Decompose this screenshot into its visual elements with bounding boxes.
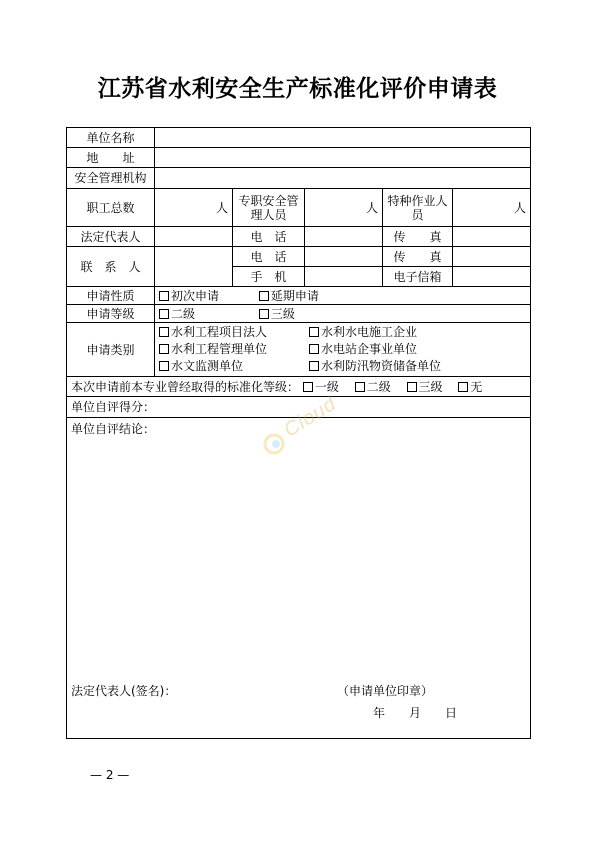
fulltime-safety-label: 专职安全管理人员 (233, 189, 305, 227)
checkbox-icon[interactable] (458, 382, 468, 392)
unit-name-label: 单位名称 (67, 128, 155, 148)
fulltime-safety-field[interactable]: 人 (305, 189, 383, 227)
self-score-label: 单位自评得分： (71, 400, 156, 414)
legal-rep-phone-field[interactable] (305, 227, 383, 247)
checkbox-icon[interactable] (309, 361, 319, 371)
self-conclusion-label: 单位自评结论： (71, 422, 156, 436)
special-ops-label: 特种作业人 员 (383, 189, 453, 227)
seal-label: （申请单位印章） (337, 684, 434, 698)
prior-option[interactable]: 二级 (355, 380, 391, 394)
category-option[interactable]: 水利工程管理单位 (159, 341, 309, 358)
checkbox-icon[interactable] (159, 327, 169, 337)
checkbox-icon[interactable] (407, 382, 417, 392)
category-option[interactable]: 水利防汛物资储备单位 (309, 359, 441, 373)
contact-phone-label: 电 话 (233, 247, 305, 267)
contact-fax-field[interactable] (453, 247, 531, 267)
page-title: 江苏省水利安全生产标准化评价申请表 (97, 76, 498, 102)
apply-category-label: 申请类别 (67, 323, 155, 377)
checkbox-icon[interactable] (159, 291, 169, 301)
checkbox-icon[interactable] (159, 361, 169, 371)
prior-option[interactable]: 三级 (407, 380, 443, 394)
checkbox-icon[interactable] (309, 344, 319, 354)
category-option[interactable]: 水利水电施工企业 (309, 325, 417, 339)
self-conclusion-cell[interactable] (67, 418, 531, 739)
legal-rep-label: 法定代表人 (67, 227, 155, 247)
nature-option-extension[interactable]: 延期申请 (259, 289, 319, 303)
legal-rep-phone-label: 电 话 (233, 227, 305, 247)
checkbox-icon[interactable] (159, 309, 169, 319)
watermark-text: Cloud (280, 392, 341, 442)
category-option[interactable]: 水利工程项目法人 (159, 324, 309, 341)
staff-total-field[interactable]: 人 (155, 189, 233, 227)
cloud-watermark-icon (262, 378, 358, 458)
address-label: 地 址 (67, 148, 155, 168)
prior-grade-label: 本次申请前本专业曾经取得的标准化等级： (71, 379, 300, 394)
contact-label: 联 系 人 (67, 247, 155, 287)
safety-org-label: 安全管理机构 (67, 168, 155, 189)
legal-rep-field[interactable] (155, 227, 233, 247)
prior-option[interactable]: 一级 (303, 380, 339, 394)
apply-level-options (155, 305, 531, 323)
level-option-third[interactable]: 三级 (259, 307, 295, 321)
email-field[interactable] (453, 267, 531, 287)
mobile-label: 手 机 (233, 267, 305, 287)
staff-total-label: 职工总数 (67, 189, 155, 227)
checkbox-icon[interactable] (309, 327, 319, 337)
unit-name-field[interactable] (155, 128, 531, 148)
apply-nature-label: 申请性质 (67, 287, 155, 305)
special-ops-field[interactable]: 人 (453, 189, 531, 227)
address-field[interactable] (155, 148, 531, 168)
apply-nature-options (155, 287, 531, 305)
category-option[interactable]: 水文监测单位 (159, 358, 309, 375)
category-option[interactable]: 水电站企事业单位 (309, 342, 417, 356)
checkbox-icon[interactable] (259, 291, 269, 301)
mobile-field[interactable] (305, 267, 383, 287)
contact-field[interactable] (155, 247, 233, 287)
level-option-second[interactable]: 二级 (159, 307, 255, 321)
contact-phone-field[interactable] (305, 247, 383, 267)
apply-category-options (155, 323, 531, 377)
nature-option-initial[interactable]: 初次申请 (159, 289, 255, 303)
page-number: — 2 — (90, 768, 130, 782)
checkbox-icon[interactable] (259, 309, 269, 319)
signature-label: 法定代表人(签名)： (71, 684, 177, 698)
prior-option[interactable]: 无 (458, 380, 482, 394)
legal-rep-fax-field[interactable] (453, 227, 531, 247)
apply-level-label: 申请等级 (67, 305, 155, 323)
date-label: 年 月 日 (373, 706, 458, 720)
checkbox-icon[interactable] (159, 344, 169, 354)
legal-rep-fax-label: 传 真 (383, 227, 453, 247)
safety-org-field[interactable] (155, 168, 531, 189)
contact-fax-label: 传 真 (383, 247, 453, 267)
email-label: 电子信箱 (383, 267, 453, 287)
